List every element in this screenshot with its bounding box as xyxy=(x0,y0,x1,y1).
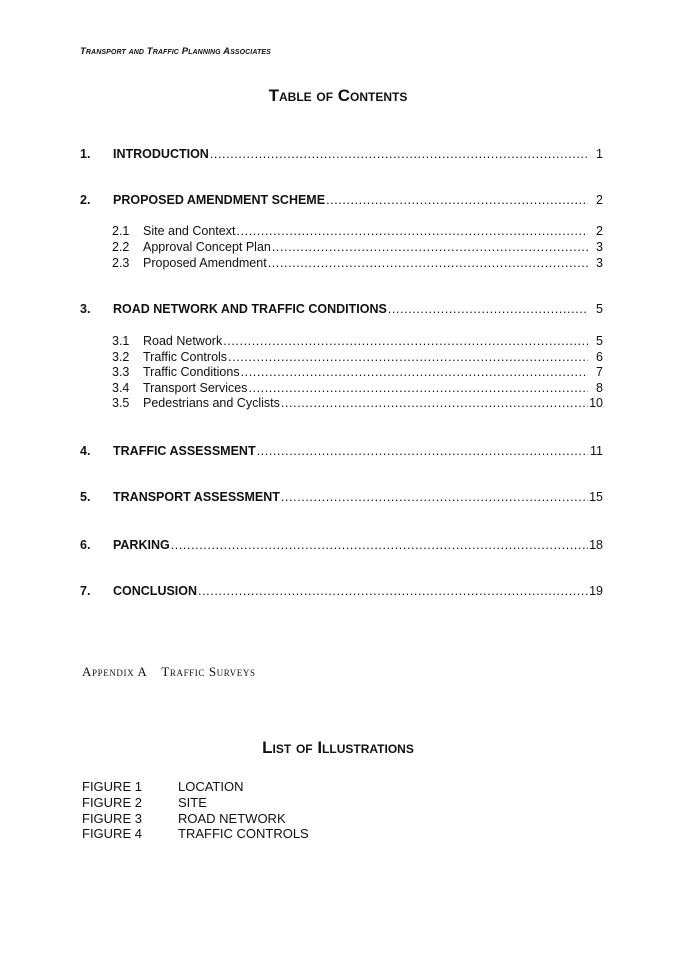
illustrations-title: List of Illustrations xyxy=(262,738,414,757)
toc-entry-transport-services[interactable] xyxy=(112,381,603,395)
toc-entry-page: 15 xyxy=(589,490,603,504)
toc-entry-traffic-assessment[interactable] xyxy=(80,444,603,458)
toc-leader-dots xyxy=(248,381,588,395)
toc-entry-label: Site and Context xyxy=(143,224,236,238)
toc-leader-dots xyxy=(281,396,588,410)
illustration-entry-figure-4[interactable] xyxy=(82,826,309,841)
toc-entry-approval-concept-plan[interactable] xyxy=(112,240,603,254)
toc-entry-page: 18 xyxy=(589,538,603,552)
running-header: Transport and Traffic Planning Associates xyxy=(80,46,271,57)
toc-entry-number: 7. xyxy=(80,584,91,598)
toc-entry-page: 2 xyxy=(596,193,603,207)
toc-leader-dots xyxy=(388,302,588,316)
appendix-label: Appendix A xyxy=(82,664,148,679)
toc-leader-dots xyxy=(210,147,588,161)
toc-leader-dots xyxy=(236,224,588,238)
toc-entry-number: 3.1 xyxy=(112,334,130,348)
toc-entry-number: 1. xyxy=(80,147,91,161)
toc-entry-number: 2.1 xyxy=(112,224,130,238)
toc-entry-conclusion[interactable] xyxy=(80,584,603,598)
illustration-entry-figure-3[interactable] xyxy=(82,811,286,826)
toc-leader-dots xyxy=(171,538,588,552)
toc-leader-dots xyxy=(268,256,588,270)
toc-entry-proposed-amendment-scheme[interactable] xyxy=(80,193,603,207)
toc-entry-traffic-conditions[interactable] xyxy=(112,365,603,379)
toc-entry-site-and-context[interactable] xyxy=(112,224,603,238)
toc-leader-dots xyxy=(281,490,588,504)
toc-entry-number: 3.2 xyxy=(112,350,130,364)
toc-entry-label: Road Network xyxy=(143,334,223,348)
toc-entry-page: 5 xyxy=(596,334,603,348)
toc-leader-dots xyxy=(326,193,588,207)
figure-title: SITE xyxy=(178,795,207,810)
toc-entry-road-network[interactable] xyxy=(112,334,603,348)
toc-entry-page: 5 xyxy=(596,302,603,316)
toc-entry-label: Transport Services xyxy=(143,381,248,395)
toc-entry-label: ROAD NETWORK AND TRAFFIC CONDITIONS xyxy=(113,302,387,316)
toc-entry-number: 3.5 xyxy=(112,396,130,410)
toc-entry-label: Approval Concept Plan xyxy=(143,240,271,254)
toc-entry-label: TRAFFIC ASSESSMENT xyxy=(113,444,256,458)
toc-entry-transport-assessment[interactable] xyxy=(80,490,603,504)
appendix-title: Traffic Surveys xyxy=(161,664,256,679)
toc-entry-label: Traffic Conditions xyxy=(143,365,240,379)
toc-entry-number: 3.4 xyxy=(112,381,130,395)
toc-entry-number: 4. xyxy=(80,444,91,458)
figure-number: FIGURE 4 xyxy=(82,826,142,841)
figure-title: TRAFFIC CONTROLS xyxy=(178,826,309,841)
toc-entry-number: 3.3 xyxy=(112,365,130,379)
toc-entry-introduction[interactable] xyxy=(80,147,603,161)
toc-entry-pedestrians-and-cyclists[interactable] xyxy=(112,396,603,410)
toc-entry-number: 2.2 xyxy=(112,240,130,254)
toc-entry-number: 5. xyxy=(80,490,91,504)
toc-entry-page: 7 xyxy=(596,365,603,379)
figure-number: FIGURE 2 xyxy=(82,795,142,810)
toc-leader-dots xyxy=(223,334,588,348)
toc-leader-dots xyxy=(241,365,588,379)
toc-entry-page: 1 xyxy=(596,147,603,161)
toc-title: Table of Contents xyxy=(268,86,408,105)
appendix-entry[interactable] xyxy=(82,664,256,680)
toc-entry-label: PROPOSED AMENDMENT SCHEME xyxy=(113,193,326,207)
figure-title: ROAD NETWORK xyxy=(178,811,286,826)
toc-entry-label: CONCLUSION xyxy=(113,584,198,598)
figure-title: LOCATION xyxy=(178,779,244,794)
toc-entry-page: 2 xyxy=(596,224,603,238)
toc-entry-traffic-controls[interactable] xyxy=(112,350,603,364)
toc-entry-label: Proposed Amendment xyxy=(143,256,267,270)
toc-entry-number: 3. xyxy=(80,302,91,316)
toc-entry-label: PARKING xyxy=(113,538,170,552)
toc-entry-number: 6. xyxy=(80,538,91,552)
toc-entry-number: 2. xyxy=(80,193,91,207)
toc-entry-label: Pedestrians and Cyclists xyxy=(143,396,280,410)
toc-entry-page: 11 xyxy=(590,444,603,458)
toc-leader-dots xyxy=(257,444,588,458)
figure-number: FIGURE 3 xyxy=(82,811,142,826)
toc-entry-number: 2.3 xyxy=(112,256,130,270)
toc-entry-page: 3 xyxy=(596,256,603,270)
toc-entry-page: 19 xyxy=(589,584,603,598)
toc-entry-label: INTRODUCTION xyxy=(113,147,209,161)
toc-entry-page: 10 xyxy=(589,396,603,410)
toc-entry-proposed-amendment[interactable] xyxy=(112,256,603,270)
toc-entry-road-network-and-traffic-conditions[interactable] xyxy=(80,302,603,316)
illustration-entry-figure-2[interactable] xyxy=(82,795,207,810)
toc-entry-page: 6 xyxy=(596,350,603,364)
toc-entry-label: TRANSPORT ASSESSMENT xyxy=(113,490,280,504)
toc-entry-page: 8 xyxy=(596,381,603,395)
toc-entry-page: 3 xyxy=(596,240,603,254)
toc-leader-dots xyxy=(228,350,588,364)
toc-entry-label: Traffic Controls xyxy=(143,350,228,364)
toc-leader-dots xyxy=(198,584,588,598)
toc-entry-parking[interactable] xyxy=(80,538,603,552)
illustration-entry-figure-1[interactable] xyxy=(82,779,244,794)
toc-leader-dots xyxy=(272,240,588,254)
figure-number: FIGURE 1 xyxy=(82,779,142,794)
